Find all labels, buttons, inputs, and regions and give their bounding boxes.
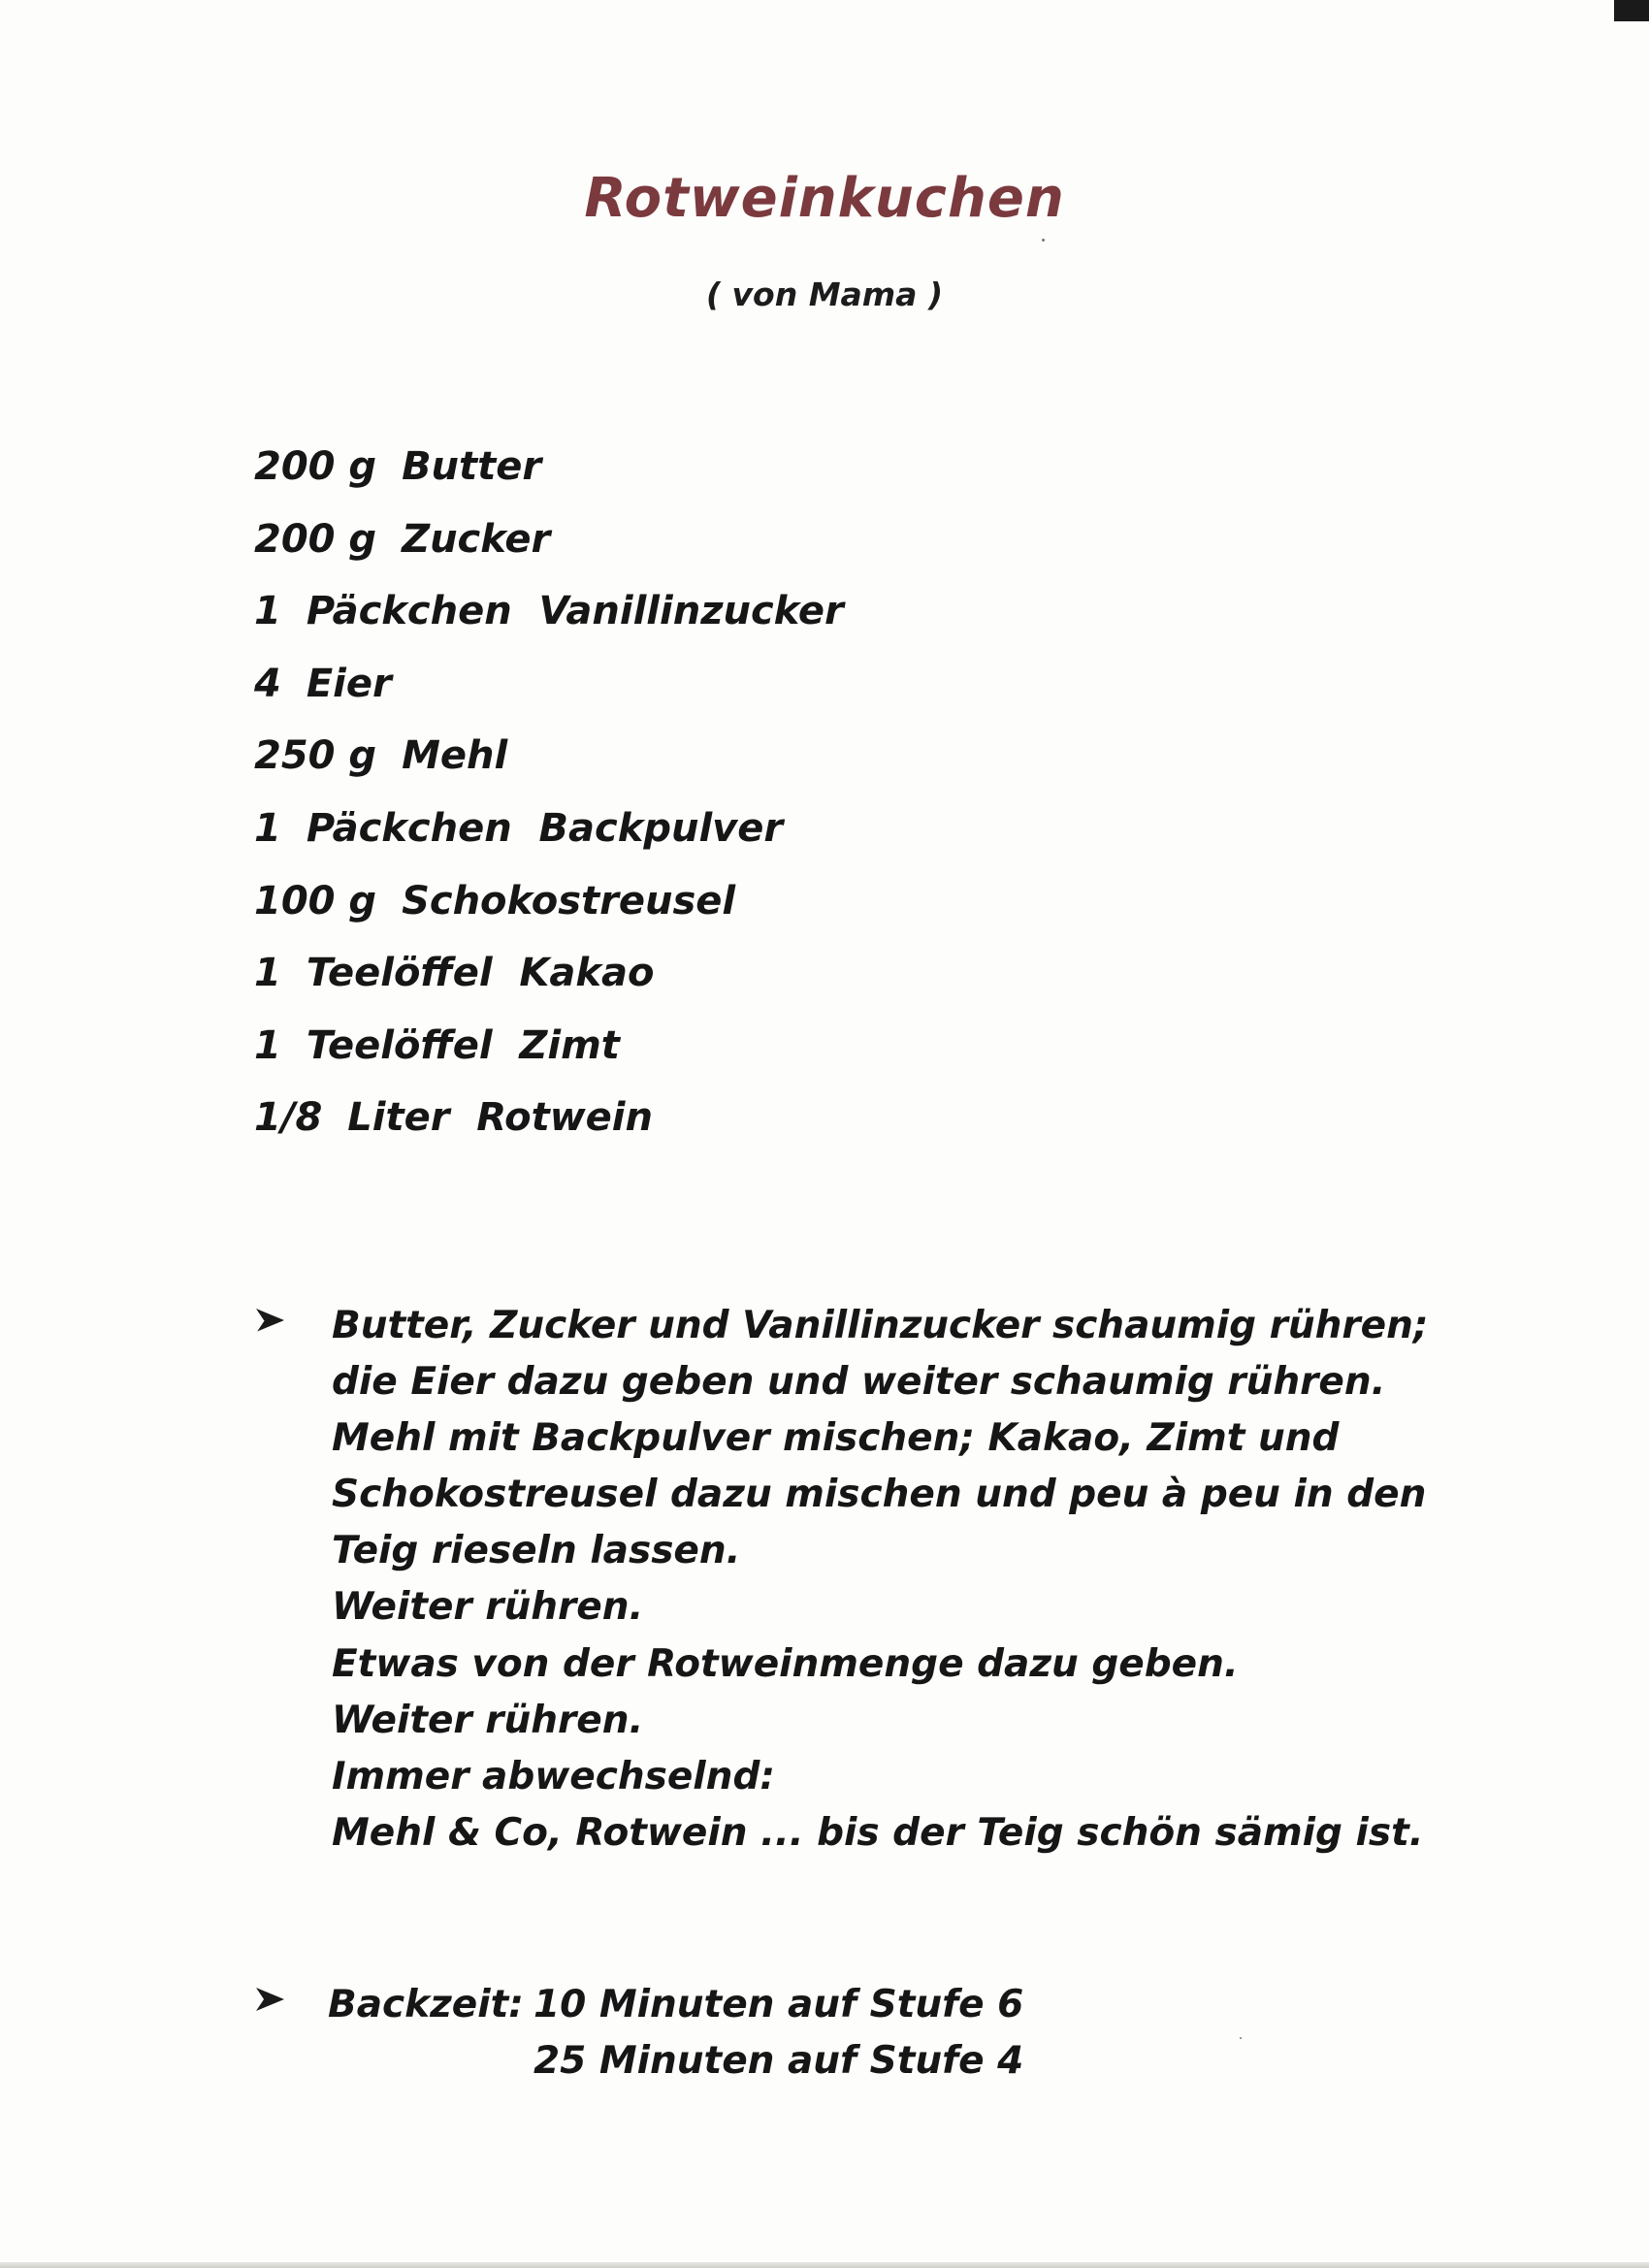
ingredient-name: Teelöffel Zimt bbox=[306, 1022, 620, 1068]
scan-edge-mark bbox=[1614, 0, 1649, 21]
ingredient-name: Eier bbox=[306, 661, 392, 706]
ingredient-name: Butter bbox=[402, 444, 542, 489]
method-line: Schokostreusel dazu mischen und peu à peu in den bbox=[332, 1473, 1427, 1517]
ingredient-quantity: 250 g bbox=[254, 733, 377, 779]
baking-time-item: 25 Minuten auf Stufe 4 bbox=[534, 2039, 1024, 2083]
ingredient-list bbox=[254, 444, 844, 1168]
ingredient-item bbox=[254, 662, 844, 734]
ingredient-item bbox=[254, 589, 844, 662]
ingredient-item bbox=[254, 1023, 844, 1096]
ingredient-item bbox=[254, 879, 844, 952]
scan-speck bbox=[1240, 2037, 1242, 2039]
ingredient-item bbox=[254, 1095, 844, 1168]
arrowhead-bullet-icon bbox=[254, 1983, 287, 2016]
ingredient-item bbox=[254, 951, 844, 1023]
method-line: die Eier dazu geben und weiter schaumig rühren. bbox=[332, 1360, 1386, 1405]
ingredient-quantity: 1/8 bbox=[254, 1095, 323, 1141]
baking-time-label: Backzeit: bbox=[328, 1983, 524, 2026]
method-line: Butter, Zucker und Vanillinzucker schaumig rühren; bbox=[332, 1304, 1429, 1347]
ingredient-item bbox=[254, 517, 844, 590]
ingredient-item bbox=[254, 444, 844, 517]
method-line: Etwas von der Rotweinmenge dazu geben. bbox=[332, 1641, 1239, 1686]
ingredient-name: Schokostreusel bbox=[402, 878, 736, 923]
ingredient-quantity: 1 bbox=[254, 589, 281, 634]
ingredient-item bbox=[254, 806, 844, 879]
ingredient-quantity: 200 g bbox=[254, 444, 377, 489]
ingredient-name: Päckchen Vanillinzucker bbox=[306, 589, 844, 634]
method-line: Mehl mit Backpulver mischen; Kakao, Zimt und bbox=[332, 1416, 1340, 1461]
ingredient-name: Zucker bbox=[402, 516, 551, 562]
scan-speck bbox=[1042, 239, 1045, 242]
ingredient-quantity: 100 g bbox=[254, 878, 377, 923]
method-text bbox=[332, 1304, 1428, 1867]
method-line: Immer abwechselnd: bbox=[332, 1754, 775, 1798]
ingredient-item bbox=[254, 733, 844, 806]
ingredient-name: Liter Rotwein bbox=[347, 1095, 653, 1141]
method-line: Mehl & Co, Rotwein ... bis der Teig schön sämig ist. bbox=[332, 1810, 1424, 1855]
ingredient-quantity: 1 bbox=[254, 805, 281, 851]
method-line: Teig rieseln lassen. bbox=[332, 1529, 741, 1573]
ingredient-quantity: 4 bbox=[254, 661, 281, 706]
scan-edge-mark bbox=[0, 2262, 1649, 2268]
baking-time-item: 10 Minuten auf Stufe 6 bbox=[534, 1983, 1024, 2026]
ingredient-quantity: 200 g bbox=[254, 516, 377, 562]
baking-time-list bbox=[534, 1983, 1023, 2095]
recipe-source: ( von Mama ) bbox=[705, 275, 944, 313]
ingredient-name: Teelöffel Kakao bbox=[306, 951, 655, 996]
ingredient-quantity: 1 bbox=[254, 1022, 281, 1068]
ingredient-name: Mehl bbox=[402, 733, 508, 779]
recipe-title: Rotweinkuchen bbox=[584, 167, 1065, 230]
method-line: Weiter rühren. bbox=[332, 1585, 644, 1630]
ingredient-quantity: 1 bbox=[254, 951, 281, 996]
arrowhead-bullet-icon bbox=[254, 1304, 287, 1337]
ingredient-name: Päckchen Backpulver bbox=[306, 805, 784, 851]
method-line: Weiter rühren. bbox=[332, 1698, 644, 1742]
